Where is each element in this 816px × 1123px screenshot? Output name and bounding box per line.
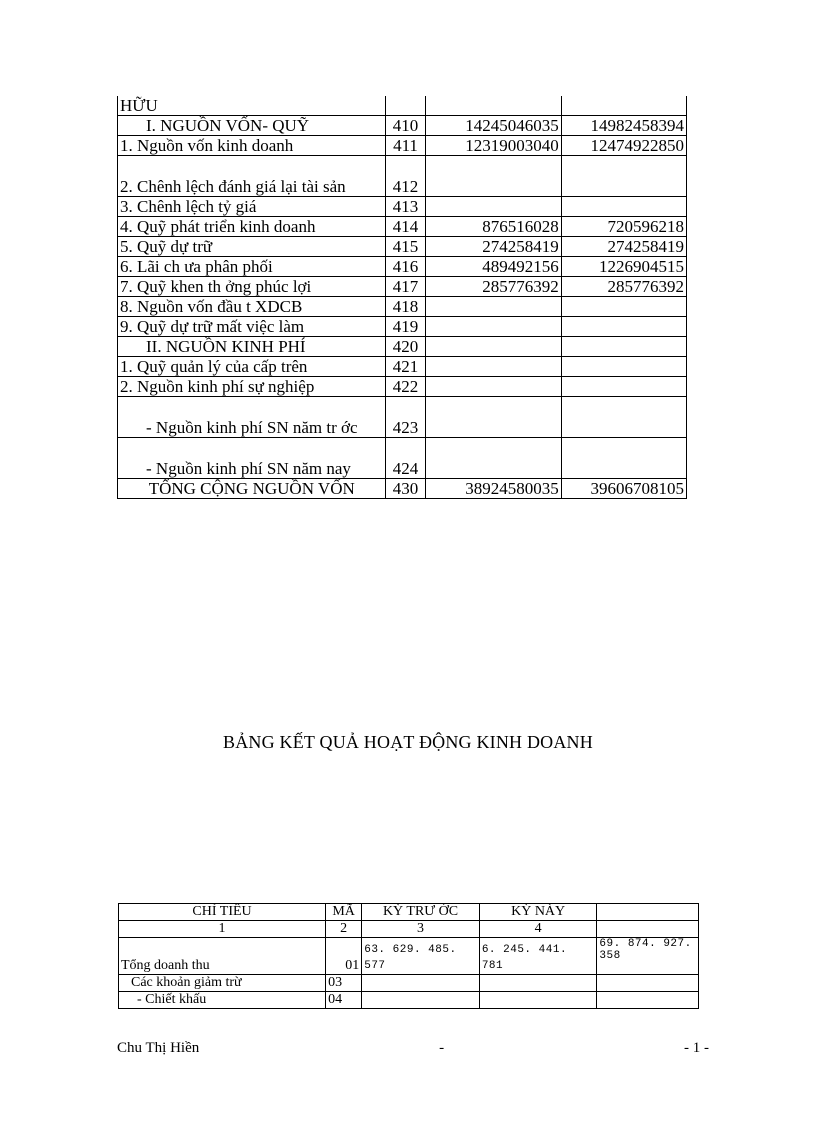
row-prev [425, 377, 561, 397]
row-code: 03 [326, 975, 362, 992]
row-curr: 1226904515 [561, 257, 686, 277]
table-row [118, 377, 687, 397]
row-curr [561, 156, 686, 197]
col-number: 1 [119, 921, 326, 938]
table-row [118, 116, 687, 136]
row-prev: 274258419 [425, 237, 561, 257]
row-code: 414 [386, 217, 425, 237]
table-row [118, 277, 687, 297]
row-prev: 285776392 [425, 277, 561, 297]
table-row [118, 317, 687, 337]
table-row [118, 397, 687, 438]
table-row [118, 337, 687, 357]
row-curr [479, 992, 597, 1009]
col-number: 4 [479, 921, 597, 938]
row-code: 420 [386, 337, 425, 357]
row-name: 5. Quỹ dự trữ [118, 237, 386, 257]
row-name: TỔNG CỘNG NGUỒN VỐN [118, 479, 386, 499]
row-name: I. NGUỒN VỐN- QUỸ [118, 116, 386, 136]
row-name-text: - Nguồn kinh phí SN năm nay [146, 459, 351, 478]
row-name: Các khoản giảm trừ [119, 975, 326, 992]
row-curr [561, 197, 686, 217]
row-extra: 69. 874. 927. 358 [597, 938, 699, 975]
table-row [118, 237, 687, 257]
col-header: CHỈ TIÊU [119, 904, 326, 921]
row-prev [425, 317, 561, 337]
row-prev: 38924580035 [425, 479, 561, 499]
row-curr [561, 297, 686, 317]
table-row [118, 197, 687, 217]
page-number: - 1 - [683, 1040, 709, 1056]
row-curr [561, 397, 686, 438]
row-name: HỮU [118, 96, 386, 116]
footer-author: Chu Thị Hiền [117, 1040, 200, 1056]
row-prev [425, 197, 561, 217]
row-code: 422 [386, 377, 425, 397]
col-header: MÃ [326, 904, 362, 921]
row-name: 1. Quỹ quản lý của cấp trên [118, 357, 386, 377]
row-name [118, 438, 386, 479]
table-header-row [119, 904, 699, 921]
row-curr [561, 317, 686, 337]
row-curr [561, 438, 686, 479]
row-code: 411 [386, 136, 425, 156]
table-row [119, 992, 699, 1009]
row-curr [561, 377, 686, 397]
row-name: 4. Quỹ phát triển kinh doanh [118, 217, 386, 237]
col-number: 2 [326, 921, 362, 938]
row-code: 419 [386, 317, 425, 337]
report-title: BẢNG KẾT QUẢ HOẠT ĐỘNG KINH DOANH [223, 732, 593, 752]
row-curr: 720596218 [561, 217, 686, 237]
row-prev [425, 357, 561, 377]
table-row [118, 479, 687, 499]
row-prev: 63. 629. 485. 577 [362, 938, 480, 975]
table-row [118, 438, 687, 479]
row-code: 417 [386, 277, 425, 297]
row-extra [597, 975, 699, 992]
row-curr [561, 96, 686, 116]
row-prev [425, 438, 561, 479]
row-code [386, 96, 425, 116]
col-number [597, 921, 699, 938]
table-number-row [119, 921, 699, 938]
row-name-text: - Nguồn kinh phí SN năm tr ớc [146, 418, 358, 437]
row-prev: 14245046035 [425, 116, 561, 136]
row-prev [425, 96, 561, 116]
row-name: 7. Quỹ khen th ởng phúc lợi [118, 277, 386, 297]
row-code: 423 [386, 397, 425, 438]
table-row [118, 156, 687, 197]
row-curr: 6. 245. 441. 781 [479, 938, 597, 975]
row-code: 416 [386, 257, 425, 277]
row-curr: 39606708105 [561, 479, 686, 499]
row-code: 421 [386, 357, 425, 377]
row-name: 9. Quỹ dự trữ mất việc làm [118, 317, 386, 337]
footer-separator: - [439, 1040, 445, 1056]
row-code: 01 [326, 938, 362, 975]
row-name: II. NGUỒN KINH PHÍ [118, 337, 386, 357]
row-code: 430 [386, 479, 425, 499]
table-row [119, 975, 699, 992]
row-prev: 876516028 [425, 217, 561, 237]
row-code: 04 [326, 992, 362, 1009]
results-table [118, 903, 699, 1009]
row-name: 6. Lãi ch ưa phân phối [118, 257, 386, 277]
row-prev: 489492156 [425, 257, 561, 277]
row-curr: 285776392 [561, 277, 686, 297]
table-row [118, 136, 687, 156]
row-name: Tổng doanh thu [119, 938, 326, 975]
row-extra [597, 992, 699, 1009]
row-curr [561, 337, 686, 357]
row-code: 418 [386, 297, 425, 317]
balance-table [117, 96, 687, 499]
row-prev [425, 337, 561, 357]
row-name: 1. Nguồn vốn kinh doanh [118, 136, 386, 156]
row-prev [425, 156, 561, 197]
row-name: 3. Chênh lệch tỷ giá [118, 197, 386, 217]
table-row [118, 297, 687, 317]
row-curr [561, 357, 686, 377]
row-prev [362, 975, 480, 992]
row-name [118, 397, 386, 438]
row-name: - Chiết khấu [119, 992, 326, 1009]
row-name: 2. Chênh lệch đánh giá lại tài sản [118, 156, 386, 197]
row-prev [425, 397, 561, 438]
col-number: 3 [362, 921, 480, 938]
page-footer [117, 1040, 709, 1057]
row-code: 412 [386, 156, 425, 197]
row-code: 413 [386, 197, 425, 217]
row-prev: 12319003040 [425, 136, 561, 156]
col-header [597, 904, 699, 921]
row-code: 410 [386, 116, 425, 136]
row-code: 415 [386, 237, 425, 257]
row-curr: 14982458394 [561, 116, 686, 136]
row-prev [362, 992, 480, 1009]
row-prev [425, 297, 561, 317]
row-name: 2. Nguồn kinh phí sự nghiệp [118, 377, 386, 397]
row-curr: 12474922850 [561, 136, 686, 156]
row-curr [479, 975, 597, 992]
table-row [118, 217, 687, 237]
table-row [118, 96, 687, 116]
col-header: KỲ NÀY [479, 904, 597, 921]
row-curr: 274258419 [561, 237, 686, 257]
col-header: KỲ TRƯ ỚC [362, 904, 480, 921]
row-name: 8. Nguồn vốn đầu t XDCB [118, 297, 386, 317]
row-code: 424 [386, 438, 425, 479]
table-row [118, 357, 687, 377]
table-row [118, 257, 687, 277]
table-row [119, 938, 699, 975]
